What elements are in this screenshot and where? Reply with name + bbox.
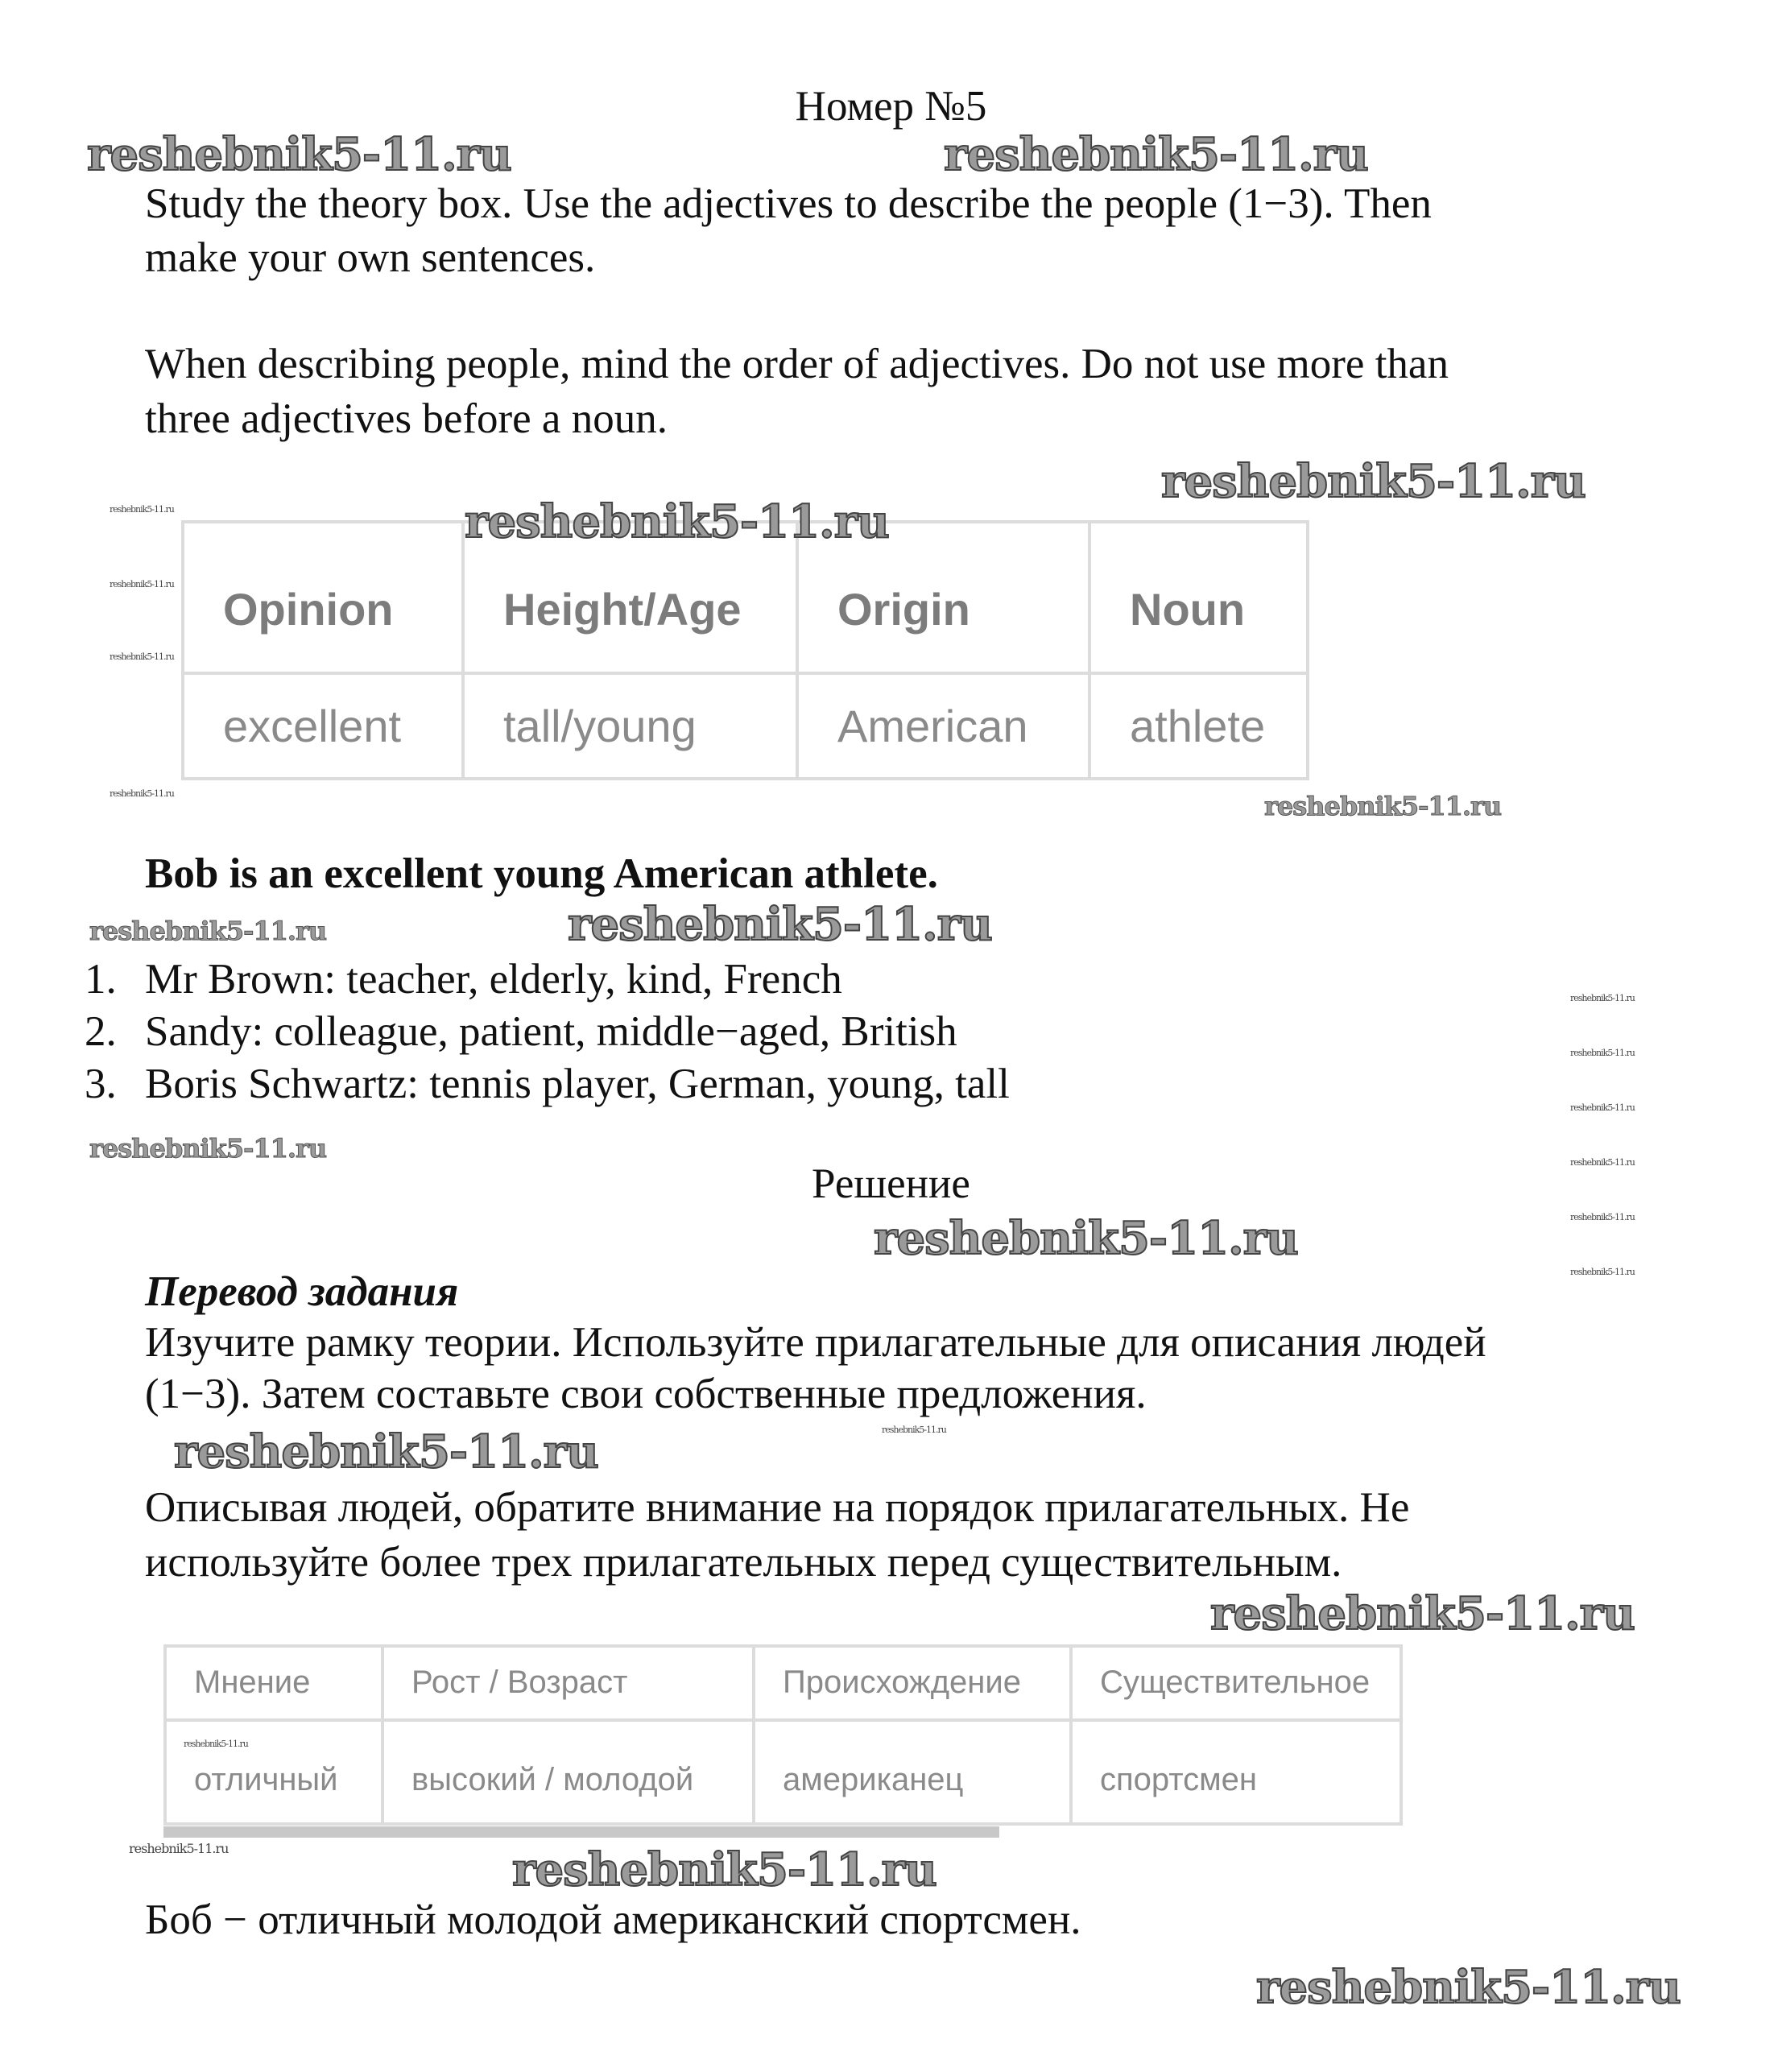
adjective-order-table xyxy=(181,520,1309,780)
header-height-age: Height/Age xyxy=(463,522,797,673)
translation-line-4: используйте более трех прилагательных перед существительным. xyxy=(145,1539,1342,1586)
watermark: reshebnik5-11.ru xyxy=(874,1212,1298,1265)
watermark: reshebnik5-11.ru xyxy=(174,1425,598,1479)
watermark: reshebnik5-11.ru xyxy=(1570,1212,1635,1222)
translation-line-3: Описывая людей, обратите внимание на порядок прилагательных. Не xyxy=(145,1484,1410,1531)
task-line-2: make your own sentences. xyxy=(145,234,596,281)
translation-line-1: Изучите рамку теории. Используйте прилагательные для описания людей xyxy=(145,1319,1486,1366)
watermark: reshebnik5-11.ru xyxy=(568,898,992,951)
example-sentence: Bob is an excellent young American athlete. xyxy=(145,850,938,897)
cell-opinion: excellent xyxy=(183,673,463,779)
list-number: 1. xyxy=(85,956,117,1003)
list-item: Mr Brown: teacher, elderly, kind, French xyxy=(145,956,842,1003)
watermark: reshebnik5-11.ru xyxy=(89,916,327,946)
watermark: reshebnik5-11.ru xyxy=(1570,1048,1635,1058)
watermark: reshebnik5-11.ru xyxy=(1256,1961,1681,2014)
cell-origin-ru: американец xyxy=(754,1720,1071,1824)
header-origin-ru: Происхождение xyxy=(754,1646,1071,1720)
cell-height-age: tall/young xyxy=(463,673,797,779)
watermark: reshebnik5-11.ru xyxy=(1570,1267,1635,1277)
watermark: reshebnik5-11.ru xyxy=(1570,1157,1635,1168)
solution-title: Решение xyxy=(812,1160,970,1207)
example-sentence-ru: Боб − отличный молодой американский спортсмен. xyxy=(145,1896,1081,1943)
cell-height-age-ru: высокий / молодой xyxy=(382,1720,754,1824)
watermark: reshebnik5-11.ru xyxy=(89,1133,327,1164)
watermark: reshebnik5-11.ru xyxy=(944,128,1368,181)
watermark: reshebnik5-11.ru xyxy=(1161,455,1586,508)
watermark: reshebnik5-11.ru xyxy=(129,1841,229,1856)
list-item: Sandy: colleague, patient, middle−aged, British xyxy=(145,1008,957,1055)
list-item: Boris Schwartz: tennis player, German, young, tall xyxy=(145,1061,1010,1107)
task-line-1: Study the theory box. Use the adjectives to describe the people (1−3). Then xyxy=(145,180,1432,227)
list-number: 3. xyxy=(85,1061,117,1107)
watermark: reshebnik5-11.ru xyxy=(110,788,174,799)
task-line-3: When describing people, mind the order of adjectives. Do not use more than xyxy=(145,341,1449,387)
page-title: Номер №5 xyxy=(795,83,987,130)
cell-noun-ru: спортсмен xyxy=(1071,1720,1401,1824)
cell-opinion-ru: отличный xyxy=(165,1720,382,1824)
watermark: reshebnik5-11.ru xyxy=(110,579,174,589)
watermark: reshebnik5-11.ru xyxy=(1210,1587,1635,1640)
header-noun-ru: Существительное xyxy=(1071,1646,1401,1720)
list-number: 2. xyxy=(85,1008,117,1055)
header-opinion-ru: Мнение xyxy=(165,1646,382,1720)
watermark: reshebnik5-11.ru xyxy=(110,504,174,515)
cell-origin: American xyxy=(797,673,1089,779)
watermark: reshebnik5-11.ru xyxy=(110,651,174,662)
watermark: reshebnik5-11.ru xyxy=(184,1739,248,1749)
watermark: reshebnik5-11.ru xyxy=(87,128,511,181)
translation-line-2: (1−3). Затем составьте свои собственные предложения. xyxy=(145,1371,1147,1417)
watermark: reshebnik5-11.ru xyxy=(512,1843,936,1896)
watermark: reshebnik5-11.ru xyxy=(465,495,889,548)
watermark: reshebnik5-11.ru xyxy=(1570,993,1635,1003)
watermark: reshebnik5-11.ru xyxy=(1264,791,1502,821)
header-opinion: Opinion xyxy=(183,522,463,673)
translation-heading: Перевод задания xyxy=(145,1268,459,1315)
task-line-4: three adjectives before a noun. xyxy=(145,395,668,442)
cell-noun: athlete xyxy=(1089,673,1308,779)
header-origin: Origin xyxy=(797,522,1089,673)
watermark: reshebnik5-11.ru xyxy=(1570,1102,1635,1113)
adjective-order-table-ru xyxy=(163,1644,1403,1826)
watermark: reshebnik5-11.ru xyxy=(882,1425,946,1435)
header-height-age-ru: Рост / Возраст xyxy=(382,1646,754,1720)
header-noun: Noun xyxy=(1089,522,1308,673)
table-scrollbar xyxy=(163,1826,999,1838)
